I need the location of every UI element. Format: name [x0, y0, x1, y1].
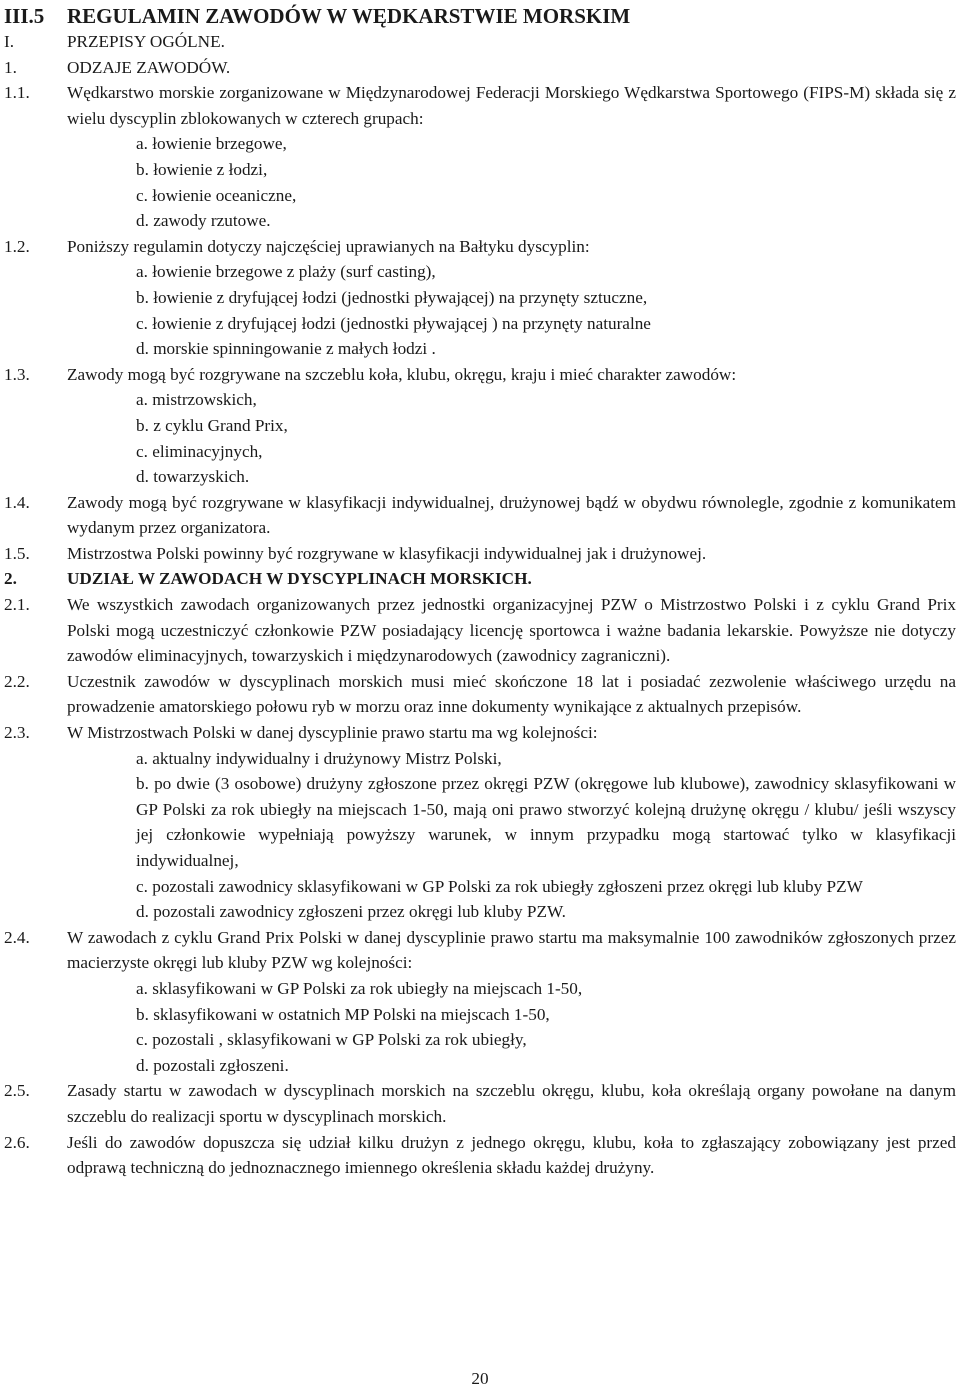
- list-item: c. pozostali zawodnicy sklasyfikowani w GP Polski za rok ubiegły zgłoszeni przez okręgi lub kluby PZW: [136, 876, 863, 896]
- page-number: 20: [471, 1369, 489, 1388]
- heading-competition-types: [4, 55, 956, 81]
- section-number: 1.3.: [4, 364, 30, 384]
- list-item: d. towarzyskich.: [136, 467, 250, 487]
- list-item: d. pozostali zawodnicy zgłoszeni przez okręgi lub kluby PZW.: [136, 902, 566, 922]
- list-2-3: [4, 746, 956, 925]
- section-number: 2.6.: [4, 1132, 30, 1152]
- paragraph-text: Zawody mogą być rozgrywane w klasyfikacji indywidualnej, drużynowej bądź w obydwu równolegle, zgodnie z komunikatem wydanym przez organizatora.: [67, 492, 956, 538]
- section-number: 2.2.: [4, 671, 30, 691]
- paragraph-text: Zasady startu w zawodach w dyscyplinach morskich na szczeblu okręgu, klubu, koła określają organy powołane na danym szczeblu do realizacji sportu w dyscyplinach morskich.: [67, 1081, 956, 1126]
- heading-text: ODZAJE ZAWODÓW.: [67, 57, 231, 77]
- list-item: a. aktualny indywidualny i drużynowy Mistrz Polski,: [136, 748, 502, 768]
- paragraph-text: We wszystkich zawodach organizowanych przez jednostki organizacyjnej PZW o Mistrzostwo Polski i z cyklu Grand Prix Polski mogą uczestniczyć członkowie PZW posiadający licencję sportowca i ważne badania lekarskie. Powyższe nie dotyczy zawodów eliminacyjnych, towarzyskich i międzynarodowych (zawodnicy zagraniczni).: [67, 595, 956, 666]
- heading-text: PRZEPISY OGÓLNE.: [67, 32, 225, 51]
- section-number: 2.1.: [4, 595, 30, 615]
- section-number: 2.5.: [4, 1081, 30, 1101]
- list-item: b. łowienie z łodzi,: [136, 159, 268, 179]
- list-item: d. zawody rzutowe.: [136, 211, 271, 231]
- paragraph-text: W zawodach z cyklu Grand Prix Polski w danej dyscyplinie prawo startu ma maksymalnie 100 zawodników zgłoszonych przez macierzyste okręgi lub kluby PZW wg kolejności:: [67, 927, 956, 973]
- list-item: d. morskie spinningowanie z małych łodzi .: [136, 339, 436, 359]
- section-number: I.: [4, 32, 15, 51]
- paragraph-1-1: [4, 80, 956, 131]
- list-item: a. łowienie brzegowe z plaży (surf casting),: [136, 262, 436, 282]
- paragraph-2-6: [4, 1130, 956, 1181]
- section-number: 1.2.: [4, 236, 30, 256]
- paragraph-text: Poniższy regulamin dotyczy najczęściej uprawianych na Bałtyku dyscyplin:: [67, 236, 590, 256]
- list-1-3: [4, 387, 956, 489]
- paragraph-text: Mistrzostwa Polski powinny być rozgrywane w klasyfikacji indywidualnej jak i drużynowej.: [67, 543, 707, 563]
- list-item: c. eliminacyjnych,: [136, 441, 263, 461]
- list-item: c. łowienie z dryfującej łodzi (jednostki pływającej ) na przynęty naturalne: [136, 313, 651, 333]
- section-number: 1.4.: [4, 492, 30, 512]
- list-item: c. pozostali , sklasyfikowani w GP Polski za rok ubiegły,: [136, 1030, 527, 1050]
- section-number: 1.5.: [4, 543, 30, 563]
- paragraph-1-5: [4, 541, 956, 567]
- document-page: [4, 3, 956, 1181]
- list-item: b. po dwie (3 osobowe) drużyny zgłoszone przez okręgi PZW (okręgowe lub klubowe), zawodnicy sklasyfikowani w GP Polski za rok ubiegły na miejscach 1-50, mają oni prawo stworzyć kolejną drużynę okręgu / klubu/ jeśli wszyscy jej członkowie wypełniają powyższy warunek, w innym przypadku mogą startować tylko w klasyfikacji indywidualnej,: [136, 774, 956, 870]
- list-item: a. mistrzowskich,: [136, 390, 257, 410]
- list-2-4: [4, 976, 956, 1078]
- paragraph-2-1: [4, 592, 956, 669]
- paragraph-2-4: [4, 925, 956, 976]
- paragraph-1-2: [4, 234, 956, 260]
- list-item: b. z cyklu Grand Prix,: [136, 415, 288, 435]
- section-number: 2.3.: [4, 723, 30, 743]
- title-text: REGULAMIN ZAWODÓW W WĘDKARSTWIE MORSKIM: [67, 4, 631, 28]
- paragraph-2-5: [4, 1078, 956, 1129]
- section-number: 2.4.: [4, 927, 30, 947]
- paragraph-text: Wędkarstwo morskie zorganizowane w Międzynarodowej Federacji Morskiego Wędkarstwa Sportowego (FIPS-M) składa się z wielu dyscyplin zblokowanych w czterech grupach:: [67, 83, 956, 128]
- list-item: c. łowienie oceaniczne,: [136, 185, 297, 205]
- list-item: d. pozostali zgłoszeni.: [136, 1055, 289, 1075]
- paragraph-text: W Mistrzostwach Polski w danej dyscyplinie prawo startu ma wg kolejności:: [67, 723, 598, 743]
- list-item: b. sklasyfikowani w ostatnich MP Polski na miejscach 1-50,: [136, 1004, 550, 1024]
- heading-participation: [4, 566, 956, 592]
- paragraph-text: Uczestnik zawodów w dyscyplinach morskich musi mieć skończone 18 lat i posiadać zezwolenie właściwego urzędu na prowadzenie amatorskiego połowu ryb w morzu oraz inne dokumenty wynikające z aktualnych przepisów.: [67, 671, 956, 717]
- heading-text: UDZIAŁ W ZAWODACH W DYSCYPLINACH MORSKICH.: [67, 569, 532, 589]
- list-item: a. sklasyfikowani w GP Polski za rok ubiegły na miejscach 1-50,: [136, 978, 583, 998]
- paragraph-1-4: [4, 490, 956, 541]
- list-1-2: [4, 259, 956, 361]
- paragraph-2-2: [4, 669, 956, 720]
- paragraph-text: Jeśli do zawodów dopuszcza się udział kilku drużyn z jednego okręgu, klubu, koła to zgłaszający zobowiązany jest przed odprawą techniczną do jednoznacznego imiennego określenia składu każdej drużyny.: [67, 1132, 956, 1178]
- list-item: b. łowienie z dryfującej łodzi (jednostki pływającej) na przynęty sztuczne,: [136, 287, 648, 307]
- document-title: [4, 3, 956, 29]
- paragraph-text: Zawody mogą być rozgrywane na szczeblu koła, klubu, okręgu, kraju i mieć charakter zawodów:: [67, 364, 737, 384]
- section-number: III.5: [4, 4, 45, 28]
- section-number: 2.: [4, 569, 17, 589]
- list-1-1: [4, 131, 956, 233]
- section-number: 1.: [4, 57, 17, 77]
- section-number: 1.1.: [4, 83, 30, 103]
- paragraph-2-3: [4, 720, 956, 746]
- heading-general-rules: [4, 29, 956, 55]
- paragraph-1-3: [4, 362, 956, 388]
- list-item: a. łowienie brzegowe,: [136, 134, 287, 154]
